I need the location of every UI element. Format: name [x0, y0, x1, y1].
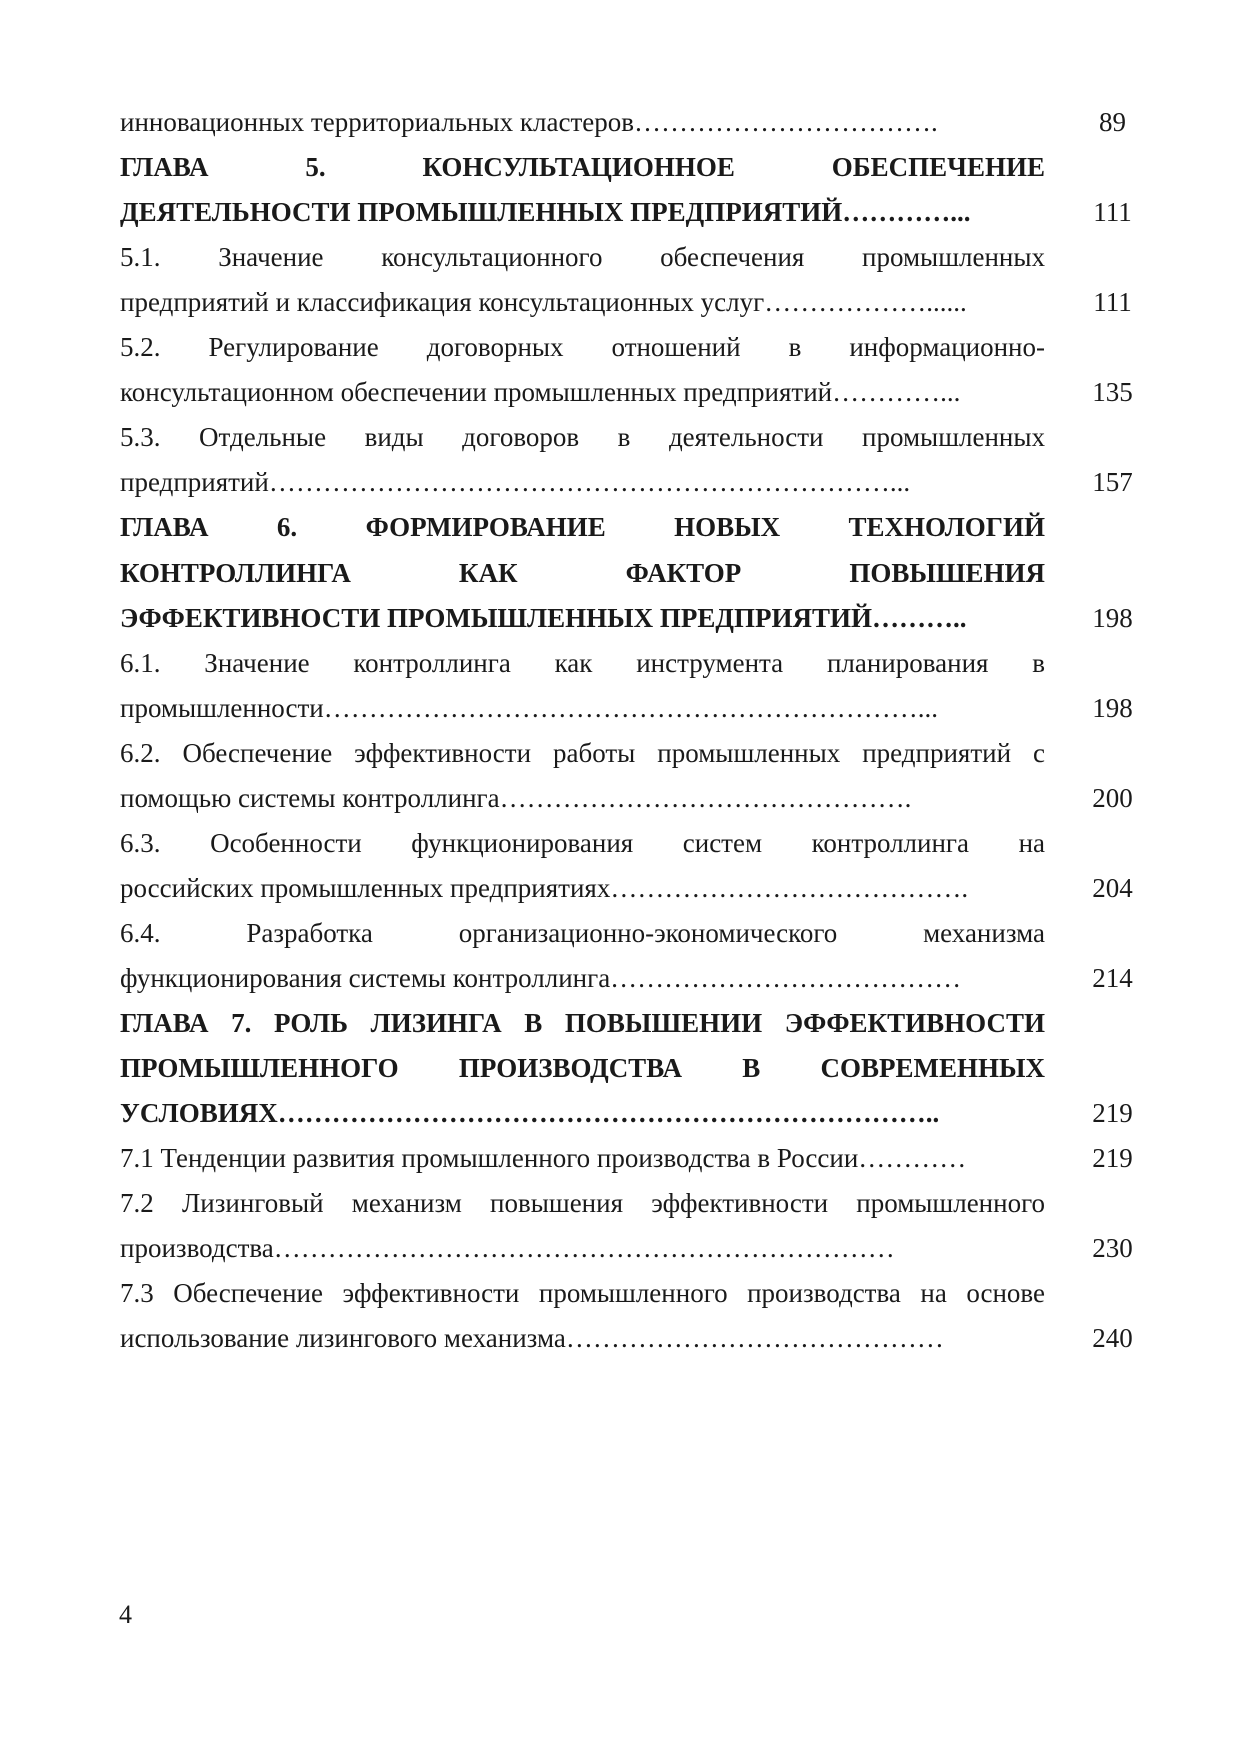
toc-entry-text: ГЛАВА 6. ФОРМИРОВАНИЕ НОВЫХ ТЕХНОЛОГИЙ	[120, 512, 1045, 543]
toc-entry-page: 198	[1092, 602, 1133, 633]
toc-entry-page: 111	[1093, 287, 1132, 318]
toc-entry-text: использование лизингового механизма……………………………………	[120, 1323, 944, 1354]
toc-entry-text: консультационном обеспечении промышленных предприятий…………...	[120, 377, 961, 408]
toc-entry-text: предприятий и классификация консультационных услуг………………......	[120, 287, 967, 318]
toc-entry-text: инновационных территориальных кластеров…………………………….	[120, 107, 938, 137]
page-number: 4	[119, 1600, 132, 1629]
toc-entry-page: 219	[1092, 1143, 1133, 1174]
toc-entry-page: 89	[1099, 107, 1126, 137]
toc-entry-text: помощью системы контроллинга……………………………………….	[120, 782, 912, 813]
toc-entry-page: 240	[1092, 1323, 1133, 1354]
toc-entry-text: ДЕЯТЕЛЬНОСТИ ПРОМЫШЛЕННЫХ ПРЕДПРИЯТИЙ…………...	[120, 197, 971, 228]
toc-entry-text: ПРОМЫШЛЕННОГО ПРОИЗВОДСТВА В СОВРЕМЕННЫХ	[120, 1053, 1045, 1084]
toc-entry-text: 5.3. Отдельные виды договоров в деятельности промышленных	[120, 422, 1045, 453]
toc-entry-text: 7.2 Лизинговый механизм повышения эффективности промышленного	[120, 1188, 1045, 1219]
toc-entry-text: 6.3. Особенности функционирования систем контроллинга на	[120, 827, 1045, 858]
toc-entry-text: 6.4. Разработка организационно-экономического механизма	[120, 917, 1045, 948]
toc-entry-text: российских промышленных предприятиях………………………………….	[120, 872, 969, 903]
toc-entry-text: 7.3 Обеспечение эффективности промышленного производства на основе	[120, 1278, 1045, 1309]
toc-entry-text: 6.2. Обеспечение эффективности работы промышленных предприятий с	[120, 737, 1045, 768]
toc-entry-text: КОНТРОЛЛИНГА КАК ФАКТОР ПОВЫШЕНИЯ	[120, 557, 1045, 588]
toc-entry-page: 204	[1092, 872, 1133, 903]
toc-entry-page: 214	[1092, 962, 1133, 993]
toc-entry-text: ГЛАВА 7. РОЛЬ ЛИЗИНГА В ПОВЫШЕНИИ ЭФФЕКТИВНОСТИ	[120, 1008, 1045, 1038]
toc-entry-text: 7.1 Тенденции развития промышленного производства в России…………	[120, 1143, 967, 1174]
toc-entry-text: 5.1. Значение консультационного обеспечения промышленных	[120, 242, 1045, 273]
toc-entry-page: 198	[1092, 692, 1133, 723]
toc-entry-text: предприятий……………………………………………………………...	[120, 467, 911, 498]
toc-entry-text: УСЛОВИЯХ………………………………………………………………..	[120, 1098, 940, 1129]
toc-entry-text: производства……………………………………………………………	[120, 1233, 895, 1264]
toc-entry-page: 157	[1092, 467, 1133, 498]
toc-entry-text: 6.1. Значение контроллинга как инструмента планирования в	[120, 647, 1045, 678]
toc-entry-page: 219	[1092, 1098, 1133, 1129]
toc-entry-text: ГЛАВА 5. КОНСУЛЬТАЦИОННОЕ ОБЕСПЕЧЕНИЕ	[120, 152, 1045, 183]
toc-entry-page: 135	[1092, 377, 1133, 408]
toc-entry-text: функционирования системы контроллинга…………………………………	[120, 962, 962, 993]
toc-entry-page: 230	[1092, 1233, 1133, 1264]
toc-entry-text: промышленности…………………………………………………………...	[120, 692, 938, 723]
toc-entry-page: 111	[1093, 197, 1132, 228]
toc-entry-page: 200	[1092, 782, 1133, 813]
toc-entry-text: ЭФФЕКТИВНОСТИ ПРОМЫШЛЕННЫХ ПРЕДПРИЯТИЙ………..	[120, 602, 967, 633]
toc-entry-text: 5.2. Регулирование договорных отношений в информационно-	[120, 332, 1045, 363]
